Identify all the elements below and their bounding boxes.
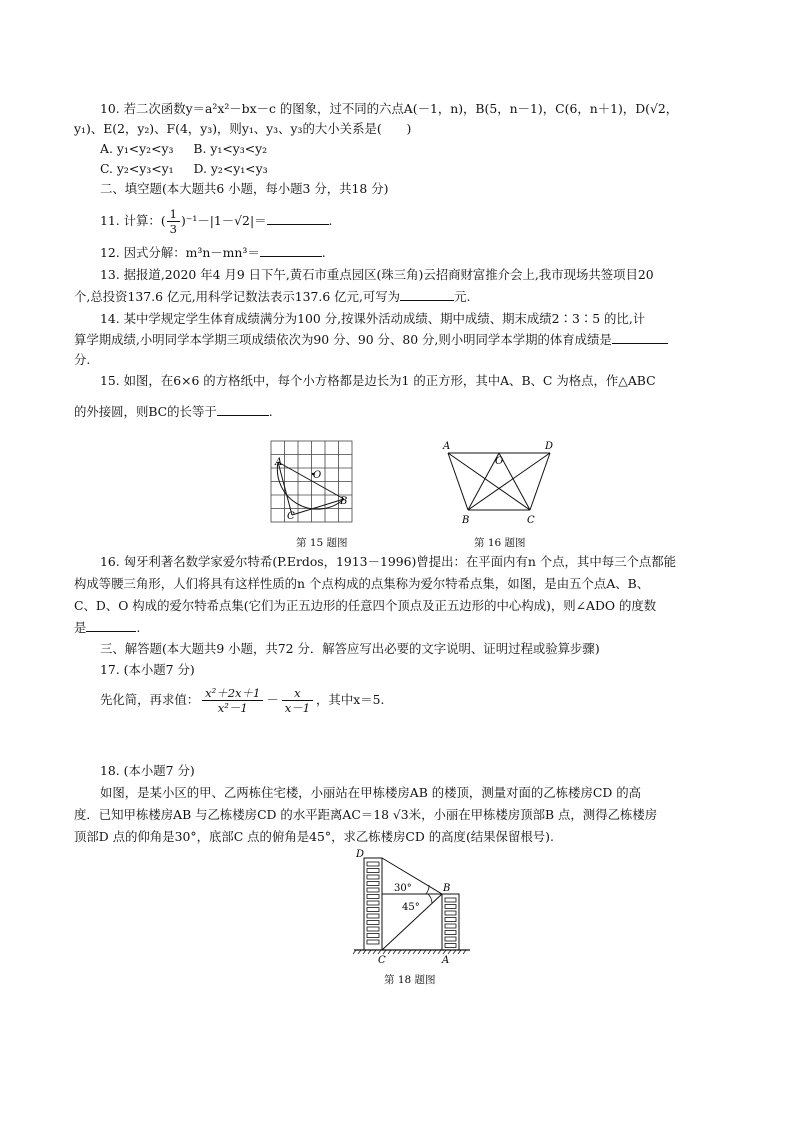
q18-line-3: 顶部D 点的仰角是30°，底部C 点的俯角是45°，求乙栋楼房CD 的高度(结果保留根号). xyxy=(74,829,554,844)
q10-line-1: 10. 若二次函数y＝a²x²－bx－c 的图象，过不同的六点A(－1，n)，B(5，n－1)，C(6，n＋1)，D(√2， xyxy=(100,101,679,116)
q18-line-2: 度．已知甲栋楼房AB 与乙栋楼房CD 的水平距离AC＝18 √3米，小丽在甲栋楼房顶部B 点，测得乙栋楼房 xyxy=(74,807,658,822)
fig18-label-a: A xyxy=(442,955,450,966)
q14-line-3: 分. xyxy=(74,352,91,367)
q17-heading: 17. (本小题7 分) xyxy=(100,662,195,677)
section-2-heading: 二、填空题(本大题共6 小题，每小题3 分，共18 分) xyxy=(100,181,389,196)
q10-option-c: C. y₂<y₃<y₁ xyxy=(100,161,174,176)
fig15-label-b: B xyxy=(340,496,348,507)
fig18-building-ab-windows xyxy=(445,898,456,948)
q11-end: . xyxy=(328,213,333,228)
q17-minus: － xyxy=(266,692,279,707)
q10-options-row-1 xyxy=(100,140,267,158)
fig16-label-o: O xyxy=(495,456,504,467)
q14-answer-blank xyxy=(612,331,668,344)
fig15-label-o: O xyxy=(313,470,322,481)
window xyxy=(367,927,379,931)
fig15-caption: 第 15 题图 xyxy=(296,537,348,549)
window xyxy=(367,882,379,886)
q11-rest: )⁻¹－|1－√2|＝ xyxy=(180,213,267,228)
fig16-label-d: D xyxy=(545,441,554,452)
q16-line-4-text: 是 xyxy=(74,620,87,635)
q17-frac1-denominator: x²－1 xyxy=(217,701,248,715)
q12-text: 12. 因式分解：m³n－mn³＝ xyxy=(100,245,260,260)
window xyxy=(445,931,456,935)
q13-line-1: 13. 据报道,2020 年4 月9 日下午,黄石市重点园区(珠三角)云招商财富推介会上,我市现场共签项目20 xyxy=(100,267,654,282)
q17-suffix: ，其中x＝5. xyxy=(316,692,385,707)
q10-option-a: A. y₁<y₂<y₃ xyxy=(100,141,174,156)
q10-line-2: y₁)、E(2，y₂)、F(4，y₃)，则y₁、y₃、y₃的大小关系是( ) xyxy=(74,121,412,136)
q17-frac2-denominator: x－1 xyxy=(284,701,311,715)
fig18-building-ab xyxy=(442,894,459,950)
q11 xyxy=(100,206,332,236)
section-3-heading: 三、解答题(本大题共9 小题，共72 分．解答应写出必要的文字说明、证明过程或验算步骤) xyxy=(100,641,600,656)
q13-answer-blank xyxy=(400,288,454,301)
fig18-angle-45: 45° xyxy=(402,902,420,913)
fig18-label-c: C xyxy=(378,955,386,966)
window xyxy=(445,898,456,902)
q18-line-1: 如图，是某小区的甲、乙两栋住宅楼，小丽站在甲栋楼房AB 的楼顶，测量对面的乙栋楼房CD 的高 xyxy=(100,785,641,800)
q12-answer-blank xyxy=(260,244,322,257)
fig15-triangle-and-arc xyxy=(277,462,344,515)
q11-frac-numerator: 1 xyxy=(167,207,180,222)
window xyxy=(445,905,456,909)
q11-prefix: 11. 计算：( xyxy=(100,213,166,228)
fig18-angle-30: 30° xyxy=(394,883,412,894)
q18-heading: 18. (本小题7 分) xyxy=(100,763,195,778)
figure-15 xyxy=(262,434,362,530)
q13-line-2 xyxy=(74,288,470,306)
q16-line-1: 16. 匈牙利著名数学家爱尔特希(P.Erdos，1913－1996)曾提出：在平面内有n 个点，其中每三个点都能 xyxy=(100,554,677,569)
q10-options-row-2 xyxy=(100,160,268,178)
fig16-label-b: B xyxy=(462,515,470,526)
fig18-label-b: B xyxy=(443,883,451,894)
q15-line-2 xyxy=(74,403,273,421)
window xyxy=(367,921,379,925)
fig15-label-c: C xyxy=(287,511,295,522)
q14-line-1: 14. 某中学规定学生体育成绩满分为100 分,按课外活动成绩、期中成绩、期末成绩2∶3∶5 的比,计 xyxy=(100,311,646,326)
window xyxy=(367,914,379,918)
q15-end: . xyxy=(268,404,273,419)
fig18-caption: 第 18 题图 xyxy=(384,974,436,986)
q17-frac1-numerator: x²＋2x＋1 xyxy=(202,686,263,701)
q17-expression xyxy=(100,683,384,717)
q17-prefix: 先化简，再求值： xyxy=(100,692,200,707)
q11-frac-denominator: 3 xyxy=(169,222,177,236)
q10-option-b: B. y₁<y₃<y₂ xyxy=(193,141,268,156)
q16-line-3: C、D、O 构成的爱尔特希点集(它们为正五边形的任意四个顶点及正五边形的中心构成)，则∠ADO 的度数 xyxy=(74,598,657,613)
window xyxy=(367,901,379,905)
q13-line-2-text: 个,总投资137.6 亿元,用科学记数法表示137.6 亿元,可写为 xyxy=(74,289,401,304)
q16-line-4 xyxy=(74,619,140,637)
fig16-label-c: C xyxy=(527,515,535,526)
window xyxy=(367,908,379,912)
window xyxy=(367,875,379,879)
q13-end: 元. xyxy=(454,289,471,304)
fig18-building-cd-windows xyxy=(367,862,379,944)
window xyxy=(445,911,456,915)
figure-18 xyxy=(348,846,476,968)
window xyxy=(367,869,379,873)
q14-line-2 xyxy=(74,331,668,349)
figure-16 xyxy=(438,438,562,528)
q10-option-d: D. y₂<y₁<y₃ xyxy=(193,161,268,176)
q15-line-1: 15. 如图，在6×6 的方格纸中，每个小方格都是边长为1 的正方形，其中A、B、C 为格点，作△ABC xyxy=(100,373,656,388)
q16-end: . xyxy=(136,620,141,635)
window xyxy=(367,888,379,892)
q15-line-2-text: 的外接圆，则BC的长等于 xyxy=(74,404,217,419)
fig18-label-d: D xyxy=(356,849,365,860)
window xyxy=(445,944,456,948)
q17-frac2-numerator: x xyxy=(282,686,313,701)
window xyxy=(445,924,456,928)
window xyxy=(367,895,379,899)
fig15-label-a: A xyxy=(275,457,283,468)
q14-line-2-text: 算学期成绩,小明同学本学期三项成绩依次为90 分、90 分、80 分,则小明同学本学期的体育成绩是 xyxy=(74,332,612,347)
fig16-label-a: A xyxy=(443,441,451,452)
q16-line-2: 构成等腰三角形，人们将具有这样性质的n 个点构成的点集称为爱尔特希点集，如图，是由五个点A、B、 xyxy=(74,576,650,591)
q15-answer-blank xyxy=(217,403,269,416)
window xyxy=(445,937,456,941)
q12 xyxy=(100,244,326,262)
window xyxy=(445,918,456,922)
window xyxy=(367,934,379,938)
q16-answer-blank xyxy=(86,619,136,632)
window xyxy=(367,862,379,866)
window xyxy=(367,940,379,944)
q11-answer-blank xyxy=(267,212,329,225)
fig16-caption: 第 16 题图 xyxy=(474,537,526,549)
q12-end: . xyxy=(321,245,326,260)
